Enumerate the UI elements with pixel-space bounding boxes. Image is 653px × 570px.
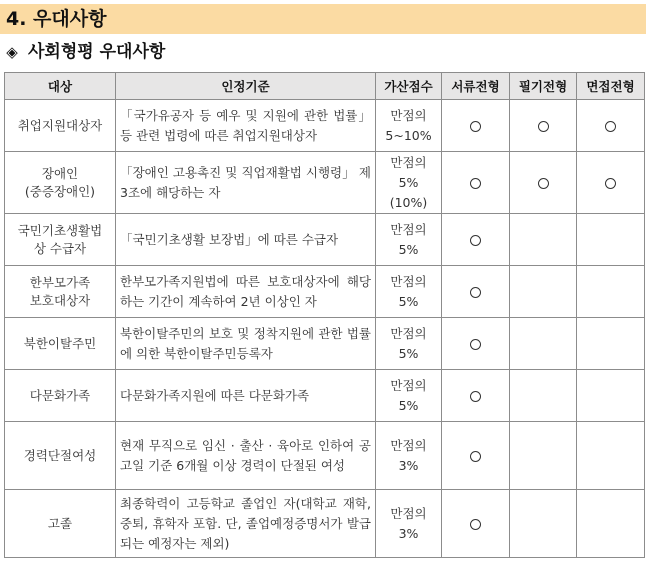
circle-mark-icon [470,121,481,132]
written-mark-cell [510,370,577,422]
interview-mark-cell [577,422,645,490]
points-line: 5% [398,345,419,361]
points-line: 만점의 [390,107,427,123]
points-cell [376,266,442,318]
target-line: 장애인 [41,165,79,181]
points-line: 5% [398,397,419,413]
header-interview: 면접전형 [577,73,645,100]
points-cell [376,370,442,422]
points-line: 만점의 [390,325,427,341]
target-line: 국민기초생활법 [17,222,103,238]
target-line: 경력단절여성 [23,447,97,463]
circle-mark-icon [605,178,616,189]
criteria-cell: 북한이탈주민의 보호 및 정착지원에 관한 법률에 의한 북한이탈주민등록자 [116,318,376,370]
doc-mark-cell [442,370,510,422]
doc-mark-cell [442,214,510,266]
target-cell [5,214,116,266]
doc-mark-cell [442,266,510,318]
interview-mark-cell [577,214,645,266]
points-line: 5% [398,293,419,309]
circle-mark-icon [538,178,549,189]
written-mark-cell [510,100,577,152]
points-line: 만점의 [390,505,427,521]
written-mark-cell [510,422,577,490]
header-document-screening: 서류전형 [442,73,510,100]
target-cell [5,370,116,422]
points-line: 5~10% [385,127,432,143]
points-line: 만점의 [390,273,427,289]
interview-mark-cell [577,100,645,152]
points-cell [376,318,442,370]
target-cell [5,100,116,152]
points-line: 3% [398,525,419,541]
criteria-cell: 현재 무직으로 임신 · 출산 · 육아로 인하여 공고일 기준 6개월 이상 경력이 단절된 여성 [116,422,376,490]
target-cell [5,266,116,318]
target-cell [5,422,116,490]
criteria-cell: 「국민기초생활 보장법」에 따른 수급자 [116,214,376,266]
interview-mark-cell [577,490,645,558]
target-line: 한부모가족 [29,274,91,290]
table-row [5,370,645,422]
criteria-cell: 다문화가족지원에 따른 다문화가족 [116,370,376,422]
table-row [5,318,645,370]
criteria-cell: 한부모가족지원법에 따른 보호대상자에 해당하는 기간이 계속하여 2년 이상인 자 [116,266,376,318]
header-written-exam: 필기전형 [510,73,577,100]
points-line: 만점의 [390,437,427,453]
table-row [5,490,645,558]
doc-mark-cell [442,100,510,152]
circle-mark-icon [470,178,481,189]
interview-mark-cell [577,152,645,214]
target-line: 고졸 [47,515,73,531]
target-line: 취업지원대상자 [17,117,103,133]
points-line: 5% [398,174,419,190]
circle-mark-icon [538,121,549,132]
points-cell [376,100,442,152]
interview-mark-cell [577,370,645,422]
points-line: 5% [398,241,419,257]
target-line: 북한이탈주민 [23,335,97,351]
points-line: (10%) [389,194,428,210]
circle-mark-icon [470,451,481,462]
target-cell [5,490,116,558]
written-mark-cell [510,318,577,370]
criteria-cell: 「장애인 고용촉진 및 직업재활법 시행령」 제3조에 해당하는 자 [116,152,376,214]
points-line: 만점의 [390,154,427,170]
target-line: 상 수급자 [33,240,87,256]
table-row [5,214,645,266]
table-row [5,422,645,490]
circle-mark-icon [470,339,481,350]
circle-mark-icon [470,235,481,246]
written-mark-cell [510,152,577,214]
table-header-row [5,73,645,100]
table-row [5,152,645,214]
interview-mark-cell [577,318,645,370]
written-mark-cell [510,266,577,318]
circle-mark-icon [470,287,481,298]
interview-mark-cell [577,266,645,318]
criteria-cell: 최종학력이 고등학교 졸업인 자(대학교 재학, 중퇴, 휴학자 포함. 단, 졸업예정증명서가 발급되는 예정자는 제외) [116,490,376,558]
points-line: 만점의 [390,221,427,237]
circle-mark-icon [470,519,481,530]
table-row [5,100,645,152]
target-cell [5,318,116,370]
criteria-cell: 「국가유공자 등 예우 및 지원에 관한 법률」등 관련 법령에 따른 취업지원대상자 [116,100,376,152]
subsection-header [4,37,165,67]
points-line: 3% [398,457,419,473]
points-cell [376,214,442,266]
target-cell [5,152,116,214]
header-target: 대상 [5,73,116,100]
diamond-icon: ◈ [6,43,18,61]
doc-mark-cell [442,152,510,214]
written-mark-cell [510,490,577,558]
subsection-title: 사회형평 우대사항 [28,42,166,62]
circle-mark-icon [605,121,616,132]
header-criteria: 인정기준 [116,73,376,100]
circle-mark-icon [470,391,481,402]
target-line: (중증장애인) [24,183,96,199]
target-line: 다문화가족 [29,387,91,403]
table-row [5,266,645,318]
points-cell [376,422,442,490]
section-title: 4. 우대사항 [0,4,646,34]
preference-table [4,72,645,558]
doc-mark-cell [442,318,510,370]
header-points: 가산점수 [376,73,442,100]
points-cell [376,152,442,214]
points-line: 만점의 [390,377,427,393]
target-line: 보호대상자 [29,292,91,308]
written-mark-cell [510,214,577,266]
doc-mark-cell [442,490,510,558]
points-cell [376,490,442,558]
doc-mark-cell [442,422,510,490]
